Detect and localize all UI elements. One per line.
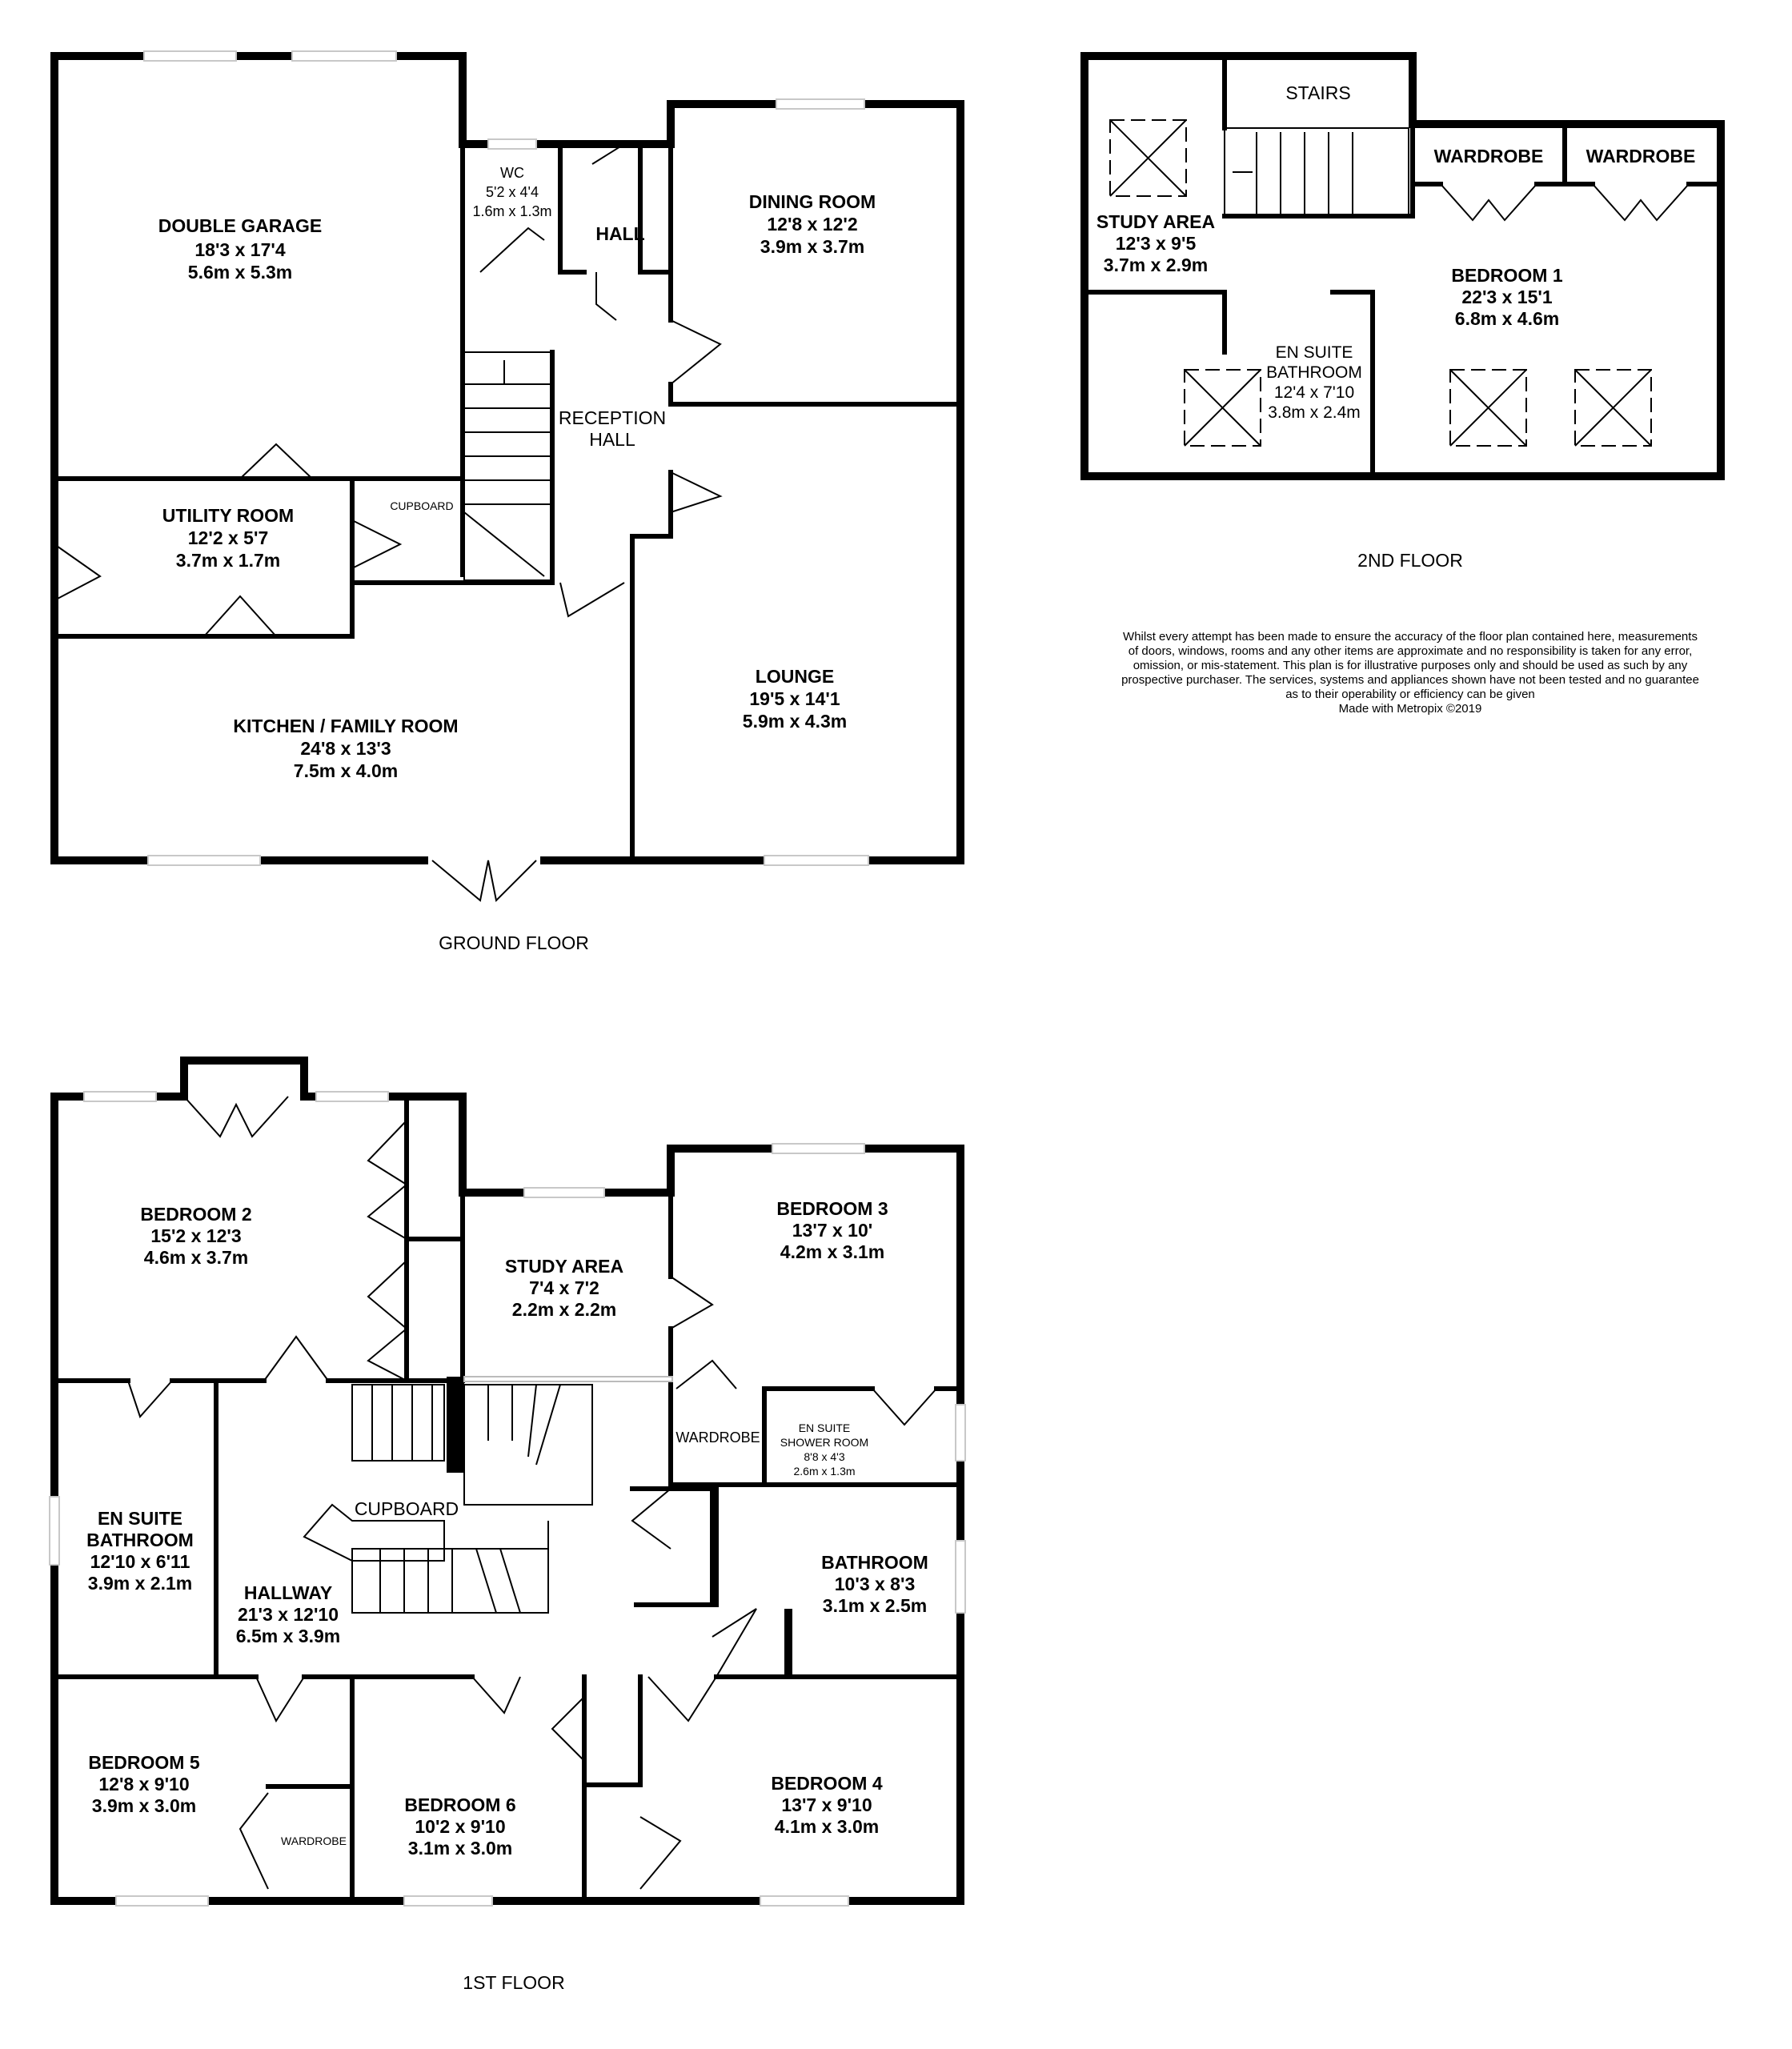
ensuite-1-metric: 3.9m x 2.1m	[87, 1573, 193, 1594]
study-1-metric: 2.2m x 2.2m	[511, 1299, 617, 1320]
stairs-label: STAIRS	[1285, 82, 1351, 103]
bedroom-4-metric: 4.1m x 3.0m	[774, 1816, 880, 1837]
bedroom-6-imperial: 10'2 x 9'10	[415, 1816, 506, 1837]
garage-imperial: 18'3 x 17'4	[194, 239, 286, 260]
first-floor-title: 1ST FLOOR	[463, 1972, 565, 1993]
bedroom-1-name: BEDROOM 1	[1451, 265, 1563, 286]
lounge-imperial: 19'5 x 14'1	[749, 688, 840, 709]
shower-metric: 2.6m x 1.3m	[793, 1465, 856, 1478]
disclaimer-line-4: prospective purchaser. The services, systems and appliances shown have not been tested and no guarantee	[1121, 673, 1699, 687]
ensuite-1-name-1: EN SUITE	[97, 1508, 183, 1529]
study-2-name: STUDY AREA	[1096, 211, 1216, 232]
wc-imperial: 5'2 x 4'4	[486, 184, 539, 200]
disclaimer-line-1: Whilst every attempt has been made to ensure the accuracy of the floor plan contained here, measurements	[1123, 630, 1698, 644]
reception-name-1: RECEPTION	[558, 407, 667, 428]
disclaimer-line-2: of doors, windows, rooms and any other items are approximate and no responsibility is taken for any error,	[1128, 644, 1693, 658]
dining-name: DINING ROOM	[748, 191, 876, 212]
ensuite-2-imperial: 12'4 x 7'10	[1273, 383, 1355, 402]
hallway-name: HALLWAY	[243, 1582, 333, 1603]
bedroom-6-name: BEDROOM 6	[404, 1794, 516, 1815]
utility-name: UTILITY ROOM	[162, 505, 295, 526]
bedroom-5-imperial: 12'8 x 9'10	[98, 1774, 190, 1794]
wardrobe-2-label: WARDROBE	[1586, 146, 1696, 166]
hallway-imperial: 21'3 x 12'10	[237, 1604, 339, 1625]
ground-stairs	[464, 352, 552, 580]
garage-name: DOUBLE GARAGE	[158, 215, 323, 236]
study-2-metric: 3.7m x 2.9m	[1103, 255, 1209, 275]
bedroom-2-imperial: 15'2 x 12'3	[150, 1225, 242, 1246]
cupboard-label: CUPBOARD	[390, 499, 454, 512]
wc-metric: 1.6m x 1.3m	[472, 203, 552, 219]
bathroom-metric: 3.1m x 2.5m	[822, 1595, 928, 1616]
bedroom-1-imperial: 22'3 x 15'1	[1461, 287, 1553, 307]
kitchen-name: KITCHEN / FAMILY ROOM	[233, 716, 459, 736]
bedroom-2-name: BEDROOM 2	[140, 1204, 252, 1225]
bedroom-1-metric: 6.8m x 4.6m	[1454, 308, 1560, 329]
utility-imperial: 12'2 x 5'7	[187, 527, 269, 548]
bedroom-3-name: BEDROOM 3	[776, 1198, 888, 1219]
kitchen-metric: 7.5m x 4.0m	[293, 760, 399, 781]
bedroom-3-metric: 4.2m x 3.1m	[780, 1241, 885, 1262]
bedroom-6-metric: 3.1m x 3.0m	[407, 1838, 513, 1859]
cupboard-1-label: CUPBOARD	[354, 1498, 459, 1519]
hall-name: HALL	[595, 223, 645, 244]
second-floor-title: 2ND FLOOR	[1357, 550, 1463, 571]
second-stairs	[1225, 128, 1409, 216]
dining-metric: 3.9m x 3.7m	[760, 236, 865, 257]
ensuite-2-name-1: EN SUITE	[1275, 343, 1353, 362]
dining-imperial: 12'8 x 12'2	[767, 214, 858, 235]
garage-metric: 5.6m x 5.3m	[187, 262, 293, 283]
disclaimer	[1121, 630, 1699, 716]
wc-name: WC	[500, 165, 524, 181]
bedroom-4-name: BEDROOM 4	[771, 1773, 883, 1794]
bathroom-name: BATHROOM	[821, 1552, 928, 1573]
ensuite-1-name-2: BATHROOM	[86, 1530, 194, 1550]
study-2-imperial: 12'3 x 9'5	[1115, 233, 1197, 254]
bedroom-4-imperial: 13'7 x 9'10	[781, 1794, 872, 1815]
bedroom-5-metric: 3.9m x 3.0m	[91, 1795, 197, 1816]
shower-name-2: SHOWER ROOM	[780, 1436, 869, 1449]
kitchen-imperial: 24'8 x 13'3	[300, 738, 391, 759]
ground-floor-title: GROUND FLOOR	[439, 932, 589, 953]
wardrobe-1-label: WARDROBE	[1433, 146, 1544, 166]
disclaimer-credit: Made with Metropix ©2019	[1338, 702, 1482, 716]
bedroom-2-metric: 4.6m x 3.7m	[143, 1247, 249, 1268]
bathroom-imperial: 10'3 x 8'3	[834, 1574, 916, 1594]
ensuite-2-name-2: BATHROOM	[1266, 363, 1362, 382]
first-floor	[50, 1061, 965, 1993]
utility-metric: 3.7m x 1.7m	[175, 550, 281, 571]
skylights	[1110, 120, 1651, 446]
wardrobe-b5-label: WARDROBE	[281, 1834, 347, 1847]
disclaimer-line-3: omission, or mis-statement. This plan is for illustrative purposes only and should be used as such by any	[1133, 659, 1688, 672]
hallway-metric: 6.5m x 3.9m	[235, 1626, 341, 1646]
wardrobe-b3-label: WARDROBE	[676, 1429, 760, 1446]
shower-name-1: EN SUITE	[798, 1421, 851, 1434]
bedroom-5-name: BEDROOM 5	[88, 1752, 200, 1773]
bedroom-3-imperial: 13'7 x 10'	[792, 1220, 873, 1241]
study-1-name: STUDY AREA	[504, 1256, 624, 1277]
ensuite-1-imperial: 12'10 x 6'11	[90, 1551, 190, 1572]
second-floor	[1084, 56, 1721, 716]
lounge-metric: 5.9m x 4.3m	[742, 711, 848, 732]
disclaimer-line-5: as to their operability or efficiency can be given	[1285, 688, 1535, 701]
study-1-imperial: 7'4 x 7'2	[529, 1277, 599, 1298]
reception-name-2: HALL	[589, 429, 635, 450]
ensuite-2-metric: 3.8m x 2.4m	[1268, 403, 1361, 422]
lounge-name: LOUNGE	[755, 666, 835, 687]
shower-imperial: 8'8 x 4'3	[804, 1450, 845, 1463]
ground-floor	[54, 51, 960, 953]
